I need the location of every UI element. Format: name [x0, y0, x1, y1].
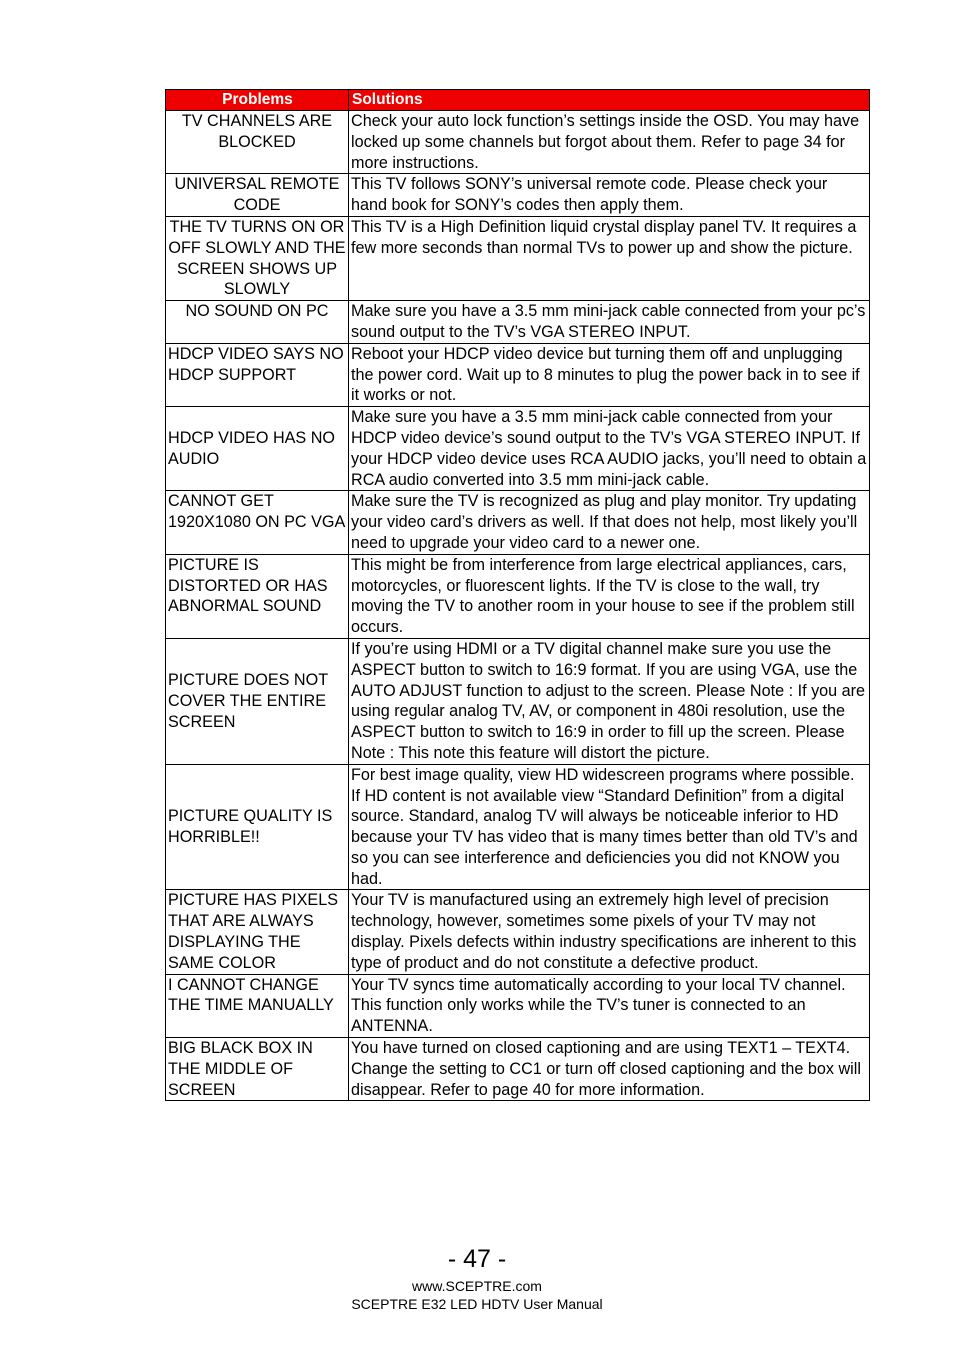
table-row	[166, 407, 870, 491]
table-row	[166, 554, 870, 638]
footer-manual-title: SCEPTRE E32 LED HDTV User Manual	[351, 1296, 603, 1312]
table-row	[166, 301, 870, 344]
problem-cell: PICTURE DOES NOT COVER THE ENTIRE SCREEN	[166, 638, 349, 764]
problem-cell: BIG BLACK BOX IN THE MIDDLE OF SCREEN	[166, 1038, 349, 1101]
table-row	[166, 216, 870, 300]
solution-cell: Make sure you have a 3.5 mm mini-jack cable connected from your pc’s sound output to the TV’s VGA STEREO INPUT.	[349, 301, 870, 344]
page-number: - 47 -	[447, 1245, 507, 1273]
solution-cell: Reboot your HDCP video device but turning them off and unplugging the power cord. Wait up to 8 minutes to plug the power back in to see if it works or not.	[349, 343, 870, 406]
table-row	[166, 343, 870, 406]
table-row	[166, 638, 870, 764]
problem-cell: PICTURE IS DISTORTED OR HAS ABNORMAL SOUND	[166, 554, 349, 638]
problem-cell: HDCP VIDEO HAS NO AUDIO	[166, 407, 349, 491]
problem-cell: I CANNOT CHANGE THE TIME MANUALLY	[166, 974, 349, 1037]
table-row	[166, 974, 870, 1037]
problem-cell: PICTURE HAS PIXELS THAT ARE ALWAYS DISPLAYING THE SAME COLOR	[166, 890, 349, 974]
problem-cell: CANNOT GET 1920X1080 ON PC VGA	[166, 491, 349, 554]
solution-cell: Your TV syncs time automatically according to your local TV channel. This function only works while the TV’s tuner is connected to an ANTENNA.	[349, 974, 870, 1037]
problem-cell: NO SOUND ON PC	[166, 301, 349, 344]
problem-cell: HDCP VIDEO SAYS NO HDCP SUPPORT	[166, 343, 349, 406]
solution-cell: Check your auto lock function’s settings inside the OSD. You may have locked up some channels but forgot about them. Refer to page 34 for more instructions.	[349, 111, 870, 174]
problem-cell: UNIVERSAL REMOTE CODE	[166, 174, 349, 217]
problem-cell: TV CHANNELS ARE BLOCKED	[166, 111, 349, 174]
table-row	[166, 491, 870, 554]
troubleshooting-table	[165, 89, 870, 1101]
footer-website: www.SCEPTRE.com	[412, 1278, 542, 1294]
solution-cell: Make sure you have a 3.5 mm mini-jack cable connected from your HDCP video device’s sound output to the TV’s VGA STEREO INPUT. If your HDCP video device uses RCA AUDIO jacks, you’ll need to obtain a RCA audio converted into 3.5 mm mini-jack cable.	[349, 407, 870, 491]
solution-cell: This might be from interference from large electrical appliances, cars, motorcycles, or fluorescent lights. If the TV is close to the wall, try moving the TV to another room in your house to see if the problem still occurs.	[349, 554, 870, 638]
solution-cell: Your TV is manufactured using an extremely high level of precision technology, however, sometimes some pixels of your TV may not display. Pixels defects within industry specifications are inherent to this type of product and do not constitute a defective product.	[349, 890, 870, 974]
problem-cell: THE TV TURNS ON OR OFF SLOWLY AND THE SCREEN SHOWS UP SLOWLY	[166, 216, 349, 300]
table-row	[166, 890, 870, 974]
table-row	[166, 1038, 870, 1101]
problems-column-header: Problems	[166, 90, 349, 111]
solution-cell: This TV is a High Definition liquid crystal display panel TV. It requires a few more seconds than normal TVs to power up and show the picture.	[349, 216, 870, 300]
solution-cell: If you’re using HDMI or a TV digital channel make sure you use the ASPECT button to switch to 16:9 format. If you are using VGA, use the AUTO ADJUST function to adjust to the screen. Please Note : If you are using regular analog TV, AV, or component in 480i resolution, use the ASPECT button to switch to 16:9 in order to fill up the screen. Please Note : This note this feature will distort the picture.	[349, 638, 870, 764]
solution-cell: You have turned on closed captioning and are using TEXT1 – TEXT4. Change the setting to CC1 or turn off closed captioning and the box will disappear. Refer to page 40 for more information.	[349, 1038, 870, 1101]
table-row	[166, 764, 870, 890]
solution-cell: Make sure the TV is recognized as plug and play monitor. Try updating your video card’s drivers as well. If that does not help, most likely you’ll need to upgrade your video card to a newer one.	[349, 491, 870, 554]
solution-cell: This TV follows SONY’s universal remote code. Please check your hand book for SONY’s codes then apply them.	[349, 174, 870, 217]
table-header-row	[166, 90, 870, 111]
table-row	[166, 174, 870, 217]
table-row	[166, 111, 870, 174]
problem-cell: PICTURE QUALITY IS HORRIBLE!!	[166, 764, 349, 890]
solutions-column-header: Solutions	[349, 90, 870, 111]
solution-cell: For best image quality, view HD widescreen programs where possible. If HD content is not available view “Standard Definition” from a digital source. Standard, analog TV will always be noticeable inferior to HD because your TV has video that is many times better than old TV’s and so you can see interference and deficiencies you did not KNOW you had.	[349, 764, 870, 890]
